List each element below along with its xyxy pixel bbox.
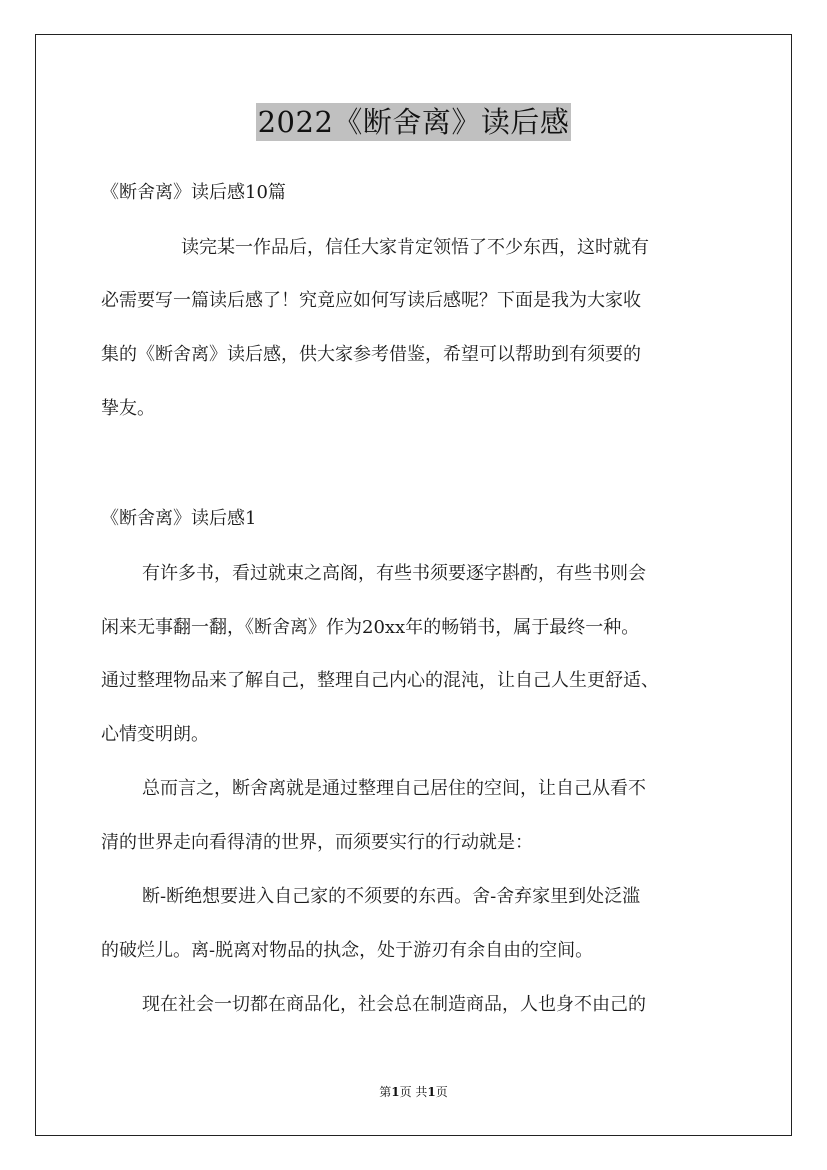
page-current: 1 [391, 1085, 400, 1099]
intro-line-1: 读完某一作品后，信任大家肯定领悟了不少东西，这时就有 [181, 237, 649, 258]
title-wrapper [0, 103, 827, 141]
section-heading: 《断舍离》读后感1 [101, 508, 257, 529]
body-line-6: 清的世界走向看得清的世界，而须要实行的行动就是： [101, 832, 533, 853]
page-prefix: 第 [379, 1085, 392, 1099]
page-total: 1 [427, 1085, 436, 1099]
page-mid: 页 共 [399, 1085, 428, 1099]
document-title: 2022《断舍离》读后感 [257, 105, 570, 139]
body-line-4: 心情变明朗。 [101, 724, 209, 745]
body-line-9: 现在社会一切都在商品化，社会总在制造商品，人也身不由己的 [142, 994, 646, 1015]
intro-line-3: 集的《断舍离》读后感，供大家参考借鉴，希望可以帮助到有须要的 [101, 344, 641, 365]
body-line-8: 的破烂儿。离-脱离对物品的执念，处于游刃有余自由的空间。 [101, 940, 594, 961]
body-line-5: 总而言之，断舍离就是通过整理自己居住的空间，让自己从看不 [142, 778, 646, 799]
subtitle: 《断舍离》读后感10篇 [101, 182, 286, 203]
body-line-7: 断-断绝想要进入自己家的不须要的东西。舍-舍弃家里到处泛滥 [142, 886, 641, 907]
intro-line-4: 挚友。 [101, 398, 155, 419]
page-suffix: 页 [435, 1085, 448, 1099]
body-line-3: 通过整理物品来了解自己，整理自己内心的混沌，让自己人生更舒适、 [101, 670, 659, 691]
intro-line-2: 必需要写一篇读后感了！究竟应如何写读后感呢？下面是我为大家收 [101, 290, 641, 311]
body-line-2: 闲来无事翻一翻，《断舍离》作为20xx年的畅销书，属于最终一种。 [101, 617, 640, 638]
page-footer [0, 1084, 827, 1100]
body-line-1: 有许多书，看过就束之高阁，有些书须要逐字斟酌，有些书则会 [142, 563, 646, 584]
